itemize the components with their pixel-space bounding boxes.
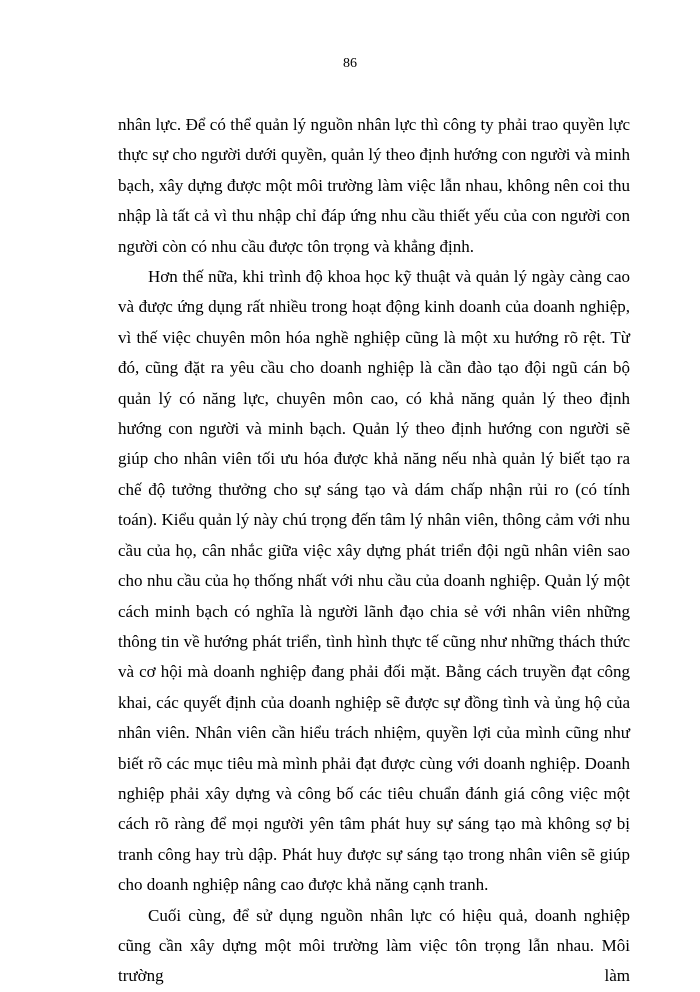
paragraph-1: nhân lực. Để có thể quản lý nguồn nhân lực thì công ty phải trao quyền lực thực sự cho người dưới quyền, quản lý theo định hướng con người và minh bạch, xây dựng được một môi trường làm việc lẫn nhau, không nên coi thu nhập là tất cả vì thu nhập chỉ đáp ứng nhu cầu thiết yếu của con người con người còn có nhu cầu được tôn trọng và khẳng định. <box>118 115 630 256</box>
paragraph-3: Cuối cùng, để sử dụng nguồn nhân lực có hiệu quả, doanh nghiệp cũng cần xây dựng một môi trường làm việc tôn trọng lẫn nhau. Môi trường làm <box>118 905 630 986</box>
paragraph-2: Hơn thế nữa, khi trình độ khoa học kỹ thuật và quản lý ngày càng cao và được ứng dụng rất nhiều trong hoạt động kinh doanh của doanh nghiệp, vì thế việc chuyên môn hóa nghề nghiệp cũng là một xu hướng rõ rệt. Từ đó, cũng đặt ra yêu cầu cho doanh nghiệp là cần đào tạo đội ngũ cán bộ quản lý có năng lực, chuyên môn cao, có khả năng quản lý theo định hướng con người và minh bạch. Quản lý theo định hướng con người sẽ giúp cho nhân viên tối ưu hóa được khả năng nếu nhà quản lý biết tạo ra chế độ tưởng thưởng cho sự sáng tạo và dám chấp nhận rủi ro (có tính toán). Kiểu quản lý này chú trọng đến tâm lý nhân viên, thông cảm với nhu cầu của họ, cân nhắc giữa việc xây dựng phát triển đội ngũ nhân viên sao cho nhu cầu của họ thống nhất với nhu cầu của doanh nghiệp. Quản lý một cách minh bạch có nghĩa là người lãnh đạo chia sẻ với nhân viên những thông tin về hướng phát triển, tình hình thực tế cũng như những thách thức và cơ hội mà doanh nghiệp đang phải đối mặt. Bằng cách truyền đạt công khai, các quyết định của doanh nghiệp sẽ được sự đồng tình và ủng hộ của nhân viên. Nhân viên cần hiểu trách nhiệm, quyền lợi của mình cũng như biết rõ các mục tiêu mà mình phải đạt được cùng với doanh nghiệp. Doanh nghiệp phải xây dựng và công bố các tiêu chuẩn đánh giá công việc một cách rõ ràng để mọi người yên tâm phát huy sự sáng tạo mà không sợ bị tranh công hay trù dập. Phát huy được sự sáng tạo trong nhân viên sẽ giúp cho doanh nghiệp nâng cao được khả năng cạnh tranh. <box>118 267 630 895</box>
page-number: 86 <box>343 56 357 71</box>
body-text <box>118 110 630 992</box>
